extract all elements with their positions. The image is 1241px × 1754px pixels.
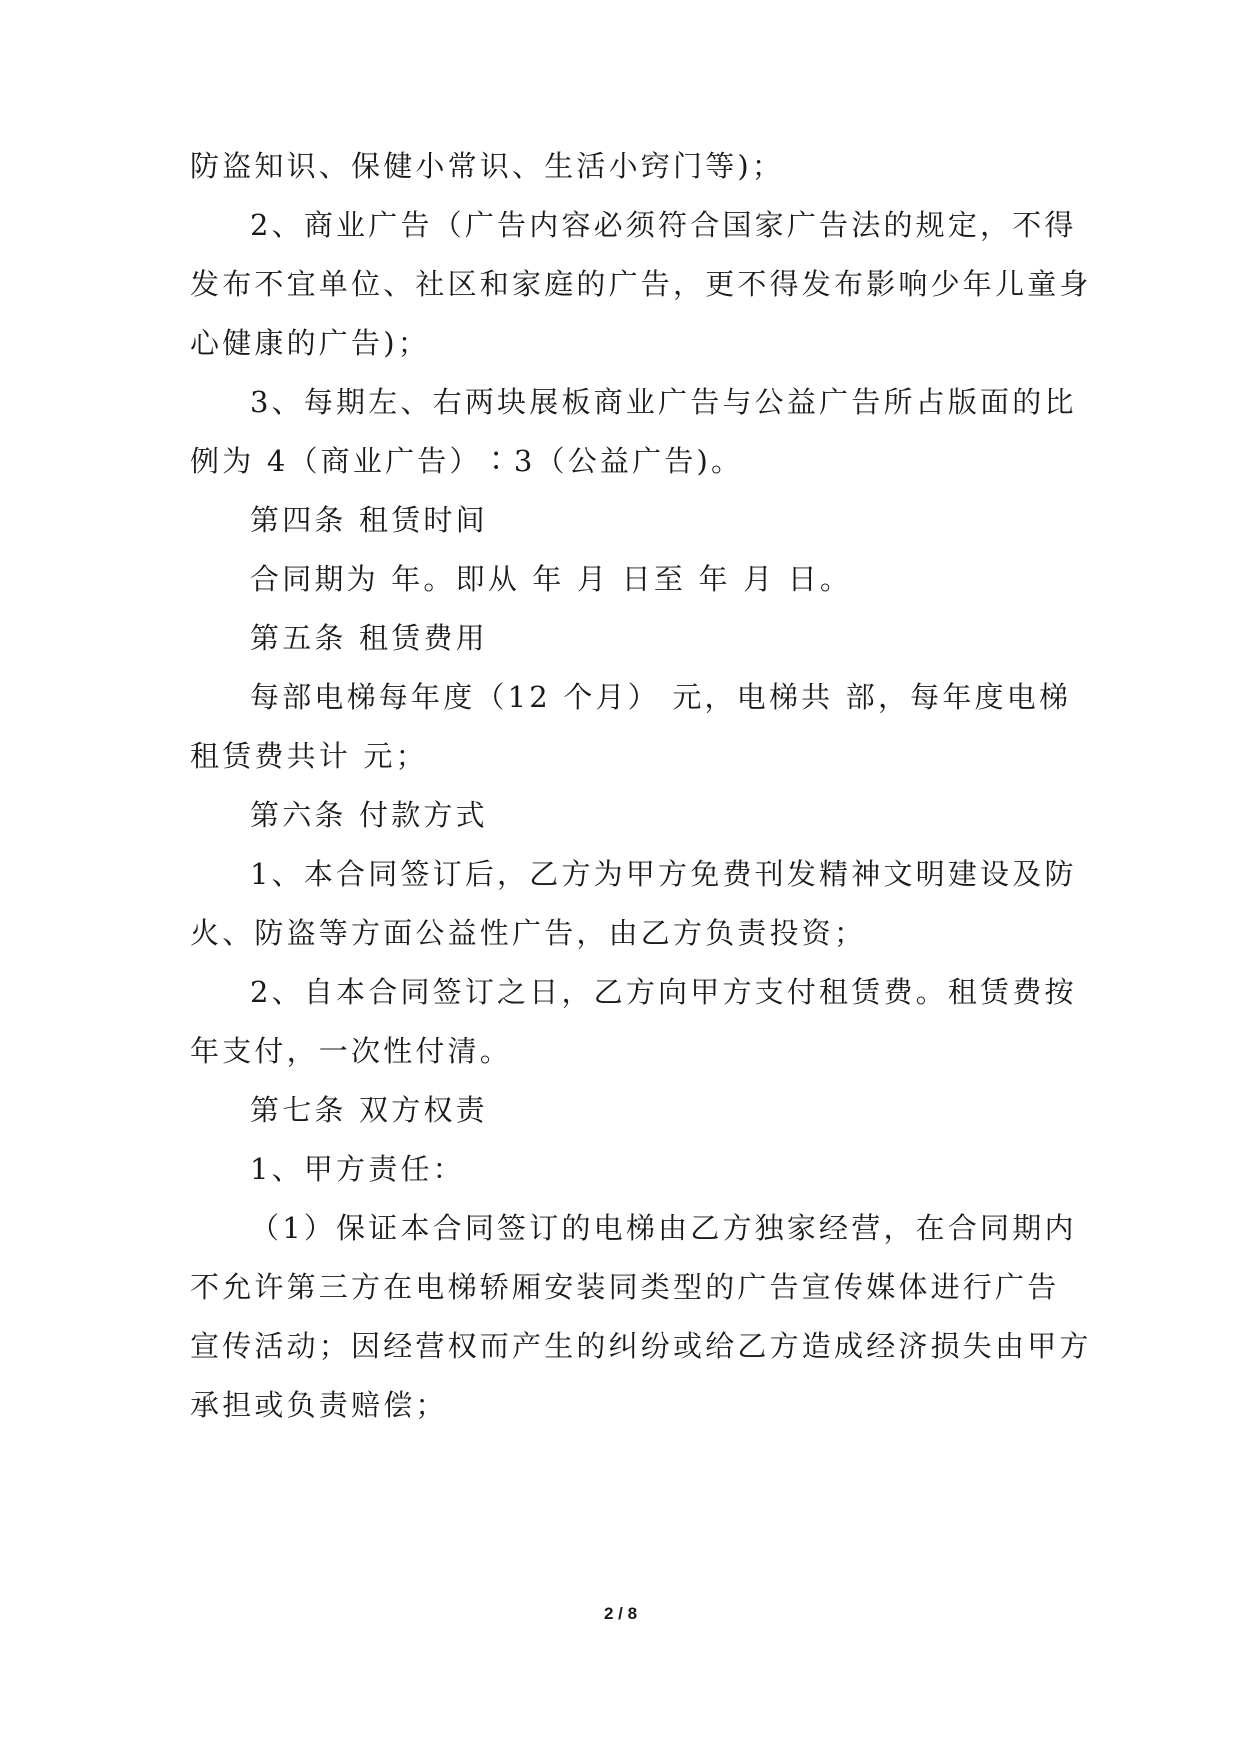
text-line: 发布不宜单位、社区和家庭的广告，更不得发布影响少年儿童身 — [190, 267, 1092, 301]
text-line: （1）保证本合同签订的电梯由乙方独家经营，在合同期内 — [250, 1211, 1077, 1245]
text-line: 合同期为 年。即从 年 月 日至 年 月 日。 — [250, 562, 853, 596]
text-line: 防盗知识、保健小常识、生活小窍门等)； — [190, 149, 785, 183]
text-line: 年支付，一次性付清。 — [190, 1034, 513, 1068]
text-line: 2、自本合同签订之日，乙方向甲方支付租赁费。租赁费按 — [250, 975, 1077, 1009]
text-line: 租赁费共计 元； — [190, 739, 428, 773]
text-line: 每部电梯每年度（12 个月） 元，电梯共 部，每年度电梯 — [250, 680, 1072, 714]
section-heading: 第七条 双方权责 — [250, 1093, 488, 1127]
page-number: 2 / 8 — [603, 1604, 638, 1623]
text-line: 例为 4（商业广告）∶3（公益广告)。 — [190, 444, 744, 478]
text-line: 2、商业广告（广告内容必须符合国家广告法的规定，不得 — [250, 208, 1077, 242]
section-heading: 第六条 付款方式 — [250, 798, 488, 832]
text-line: 宣传活动；因经营权而产生的纠纷或给乙方造成经济损失由甲方 — [190, 1329, 1092, 1363]
text-line: 3、每期左、右两块展板商业广告与公益广告所占版面的比 — [250, 385, 1077, 419]
text-line: 不允许第三方在电梯轿厢安装同类型的广告宣传媒体进行广告 — [190, 1270, 1060, 1304]
text-line: 1、甲方责任： — [250, 1152, 465, 1186]
section-heading: 第四条 租赁时间 — [250, 503, 488, 537]
text-line: 1、本合同签订后，乙方为甲方免费刊发精神文明建设及防 — [250, 857, 1077, 891]
section-heading: 第五条 租赁费用 — [250, 621, 488, 655]
text-line: 心健康的广告)； — [190, 326, 430, 360]
text-line: 承担或负责赔偿； — [190, 1388, 448, 1422]
text-line: 火、防盗等方面公益性广告，由乙方负责投资； — [190, 916, 867, 950]
